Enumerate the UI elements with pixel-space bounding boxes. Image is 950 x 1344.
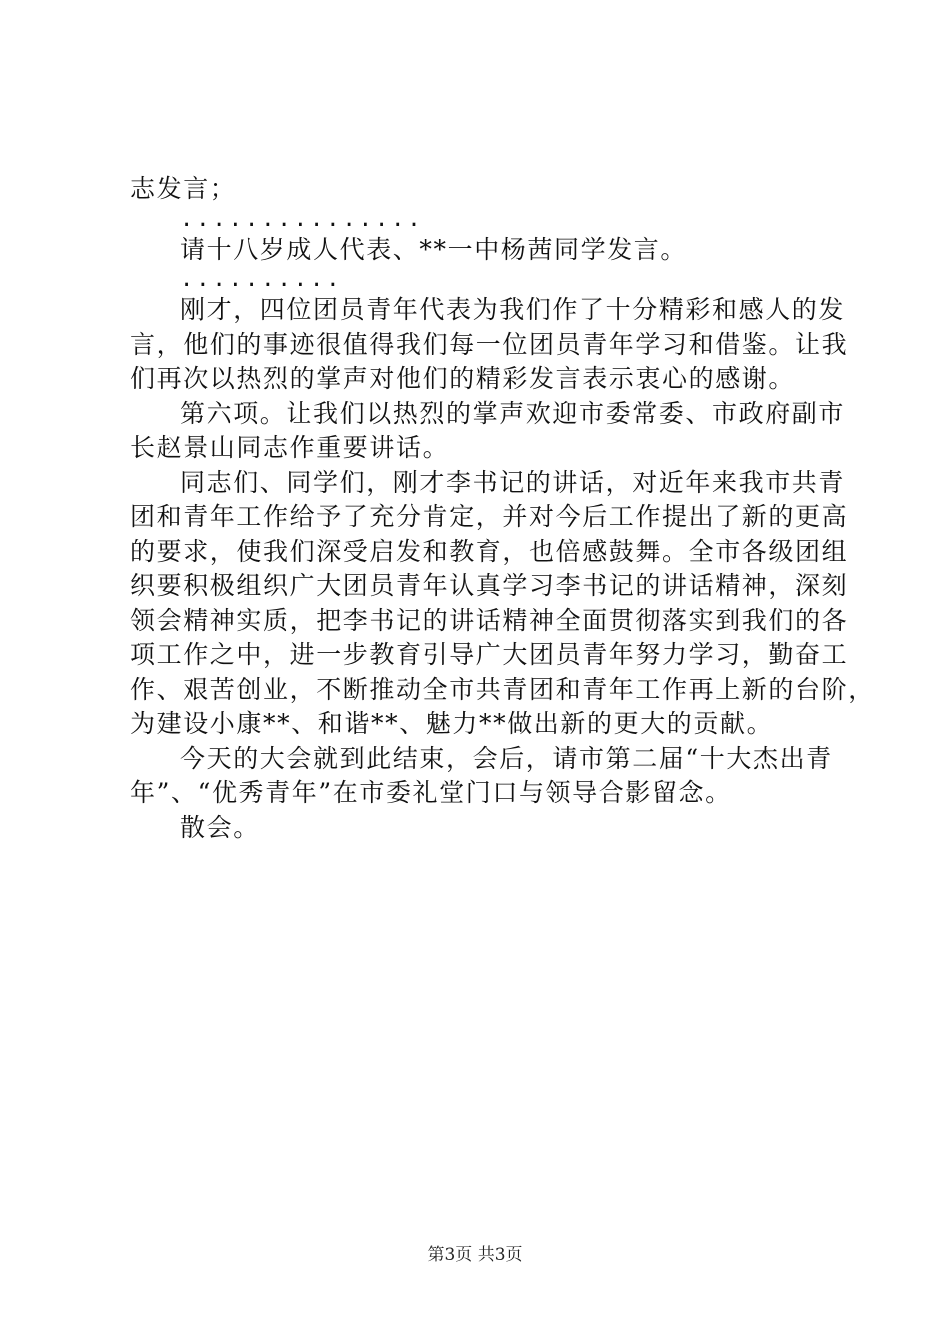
text-line: 作、艰苦创业，不断推动全市共青团和青年工作再上新的台阶， — [130, 674, 875, 704]
text-line: 长赵景山同志作重要讲话。 — [130, 433, 450, 462]
text-line: 刚才，四位团员青年代表为我们作了十分精彩和感人的发 — [180, 295, 846, 324]
document-body — [130, 172, 875, 845]
text-line: 志发言； — [130, 174, 237, 203]
text-line: 第六项。让我们以热烈的掌声欢迎市委常委、市政府副市 — [180, 398, 846, 428]
text-line: 请十八岁成人代表、**一中杨茜同学发言。 — [180, 234, 688, 264]
ellipsis-line: ............... — [180, 206, 424, 232]
text-line: 项工作之中，进一步教育引导广大团员青年努力学习，勤奋工 — [130, 640, 849, 669]
text-line: 今天的大会就到此结束，会后，请市第二届“十大杰出青 — [180, 743, 833, 773]
text-line: 言，他们的事迹很值得我们每一位团员青年学习和借鉴。让我 — [130, 329, 849, 359]
text-line: 织要积极组织广大团员青年认真学习李书记的讲话精神，深刻 — [130, 571, 849, 600]
text-line: 散会。 — [180, 812, 260, 842]
text-line: 们再次以热烈的掌声对他们的精彩发言表示衷心的感谢。 — [130, 364, 796, 393]
text-line: 为建设小康**、和谐**、魅力**做出新的更大的贡献。 — [130, 709, 774, 738]
text-line: 同志们、同学们，刚才李书记的讲话，对近年来我市共青 — [180, 467, 846, 497]
page-number-footer: 第3页 共3页 — [427, 1245, 523, 1265]
text-line: 领会精神实质，把李书记的讲话精神全面贯彻落实到我们的各 — [130, 605, 849, 635]
text-line: 团和青年工作给予了充分肯定，并对今后工作提出了新的更高 — [130, 502, 849, 531]
ellipsis-line: .......... — [180, 267, 343, 292]
text-line: 年”、“优秀青年”在市委礼堂门口与领导合影留念。 — [130, 778, 732, 807]
text-line: 的要求，使我们深受启发和教育，也倍感鼓舞。全市各级团组 — [130, 536, 849, 566]
